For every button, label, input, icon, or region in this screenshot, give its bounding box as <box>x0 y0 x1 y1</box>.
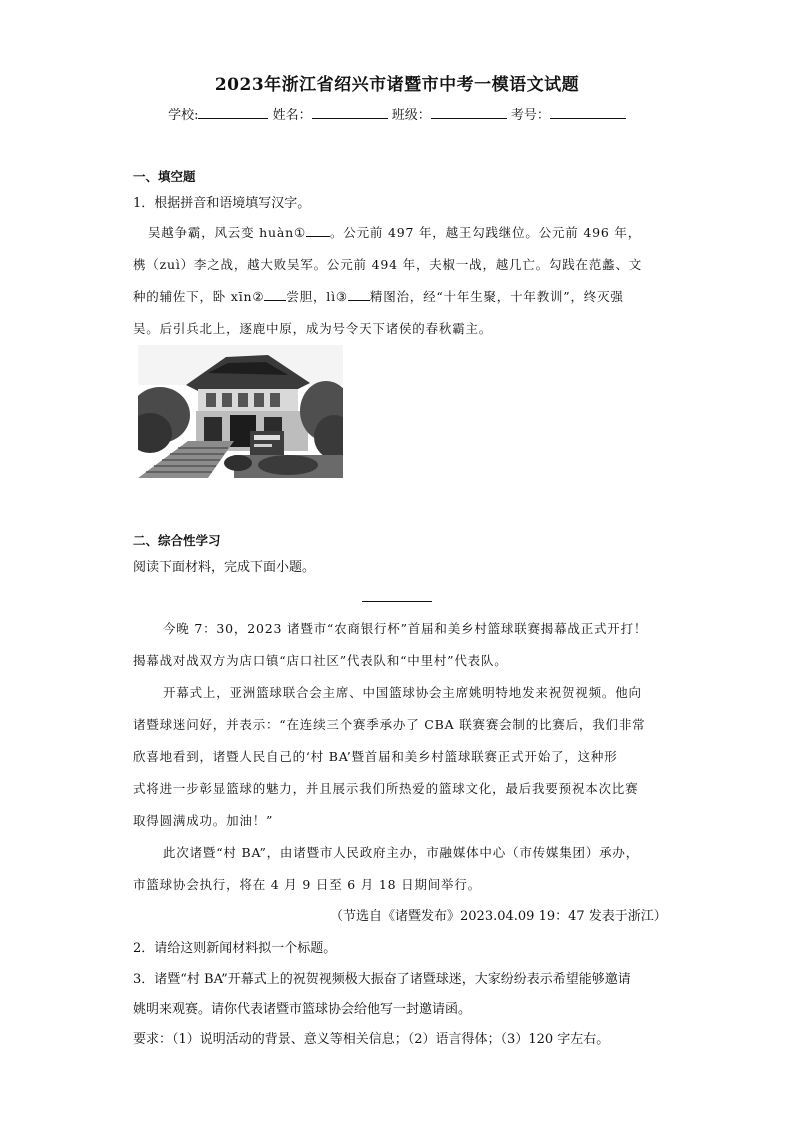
news-line-9: 市篮球协会执行，将在 4 月 9 日至 6 月 18 日期间举行。 <box>133 877 481 892</box>
number-label: 考号： <box>510 108 550 123</box>
news-source: （节选自《诸暨发布》2023.04.09 19：47 发表于浙江） <box>330 909 667 924</box>
news-line-1: 今晚 7：30，2023 诸暨市“农商银行杯”首届和美乡村篮球联赛揭幕战正式开打！ <box>163 621 648 636</box>
answer-blank-3[interactable] <box>348 289 370 301</box>
news-line-5: 欣喜地看到，诸暨人民自己的‘村 BA’暨首届和美乡村篮球联赛正式开始了，这种形 <box>133 749 618 764</box>
news-line-3: 开幕式上，亚洲篮球联合会主席、中国篮球协会主席姚明特地发来祝贺视频。他向 <box>163 685 642 700</box>
q1-text: 。公元前 497 年，越王勾践继位。公元前 496 年， <box>329 225 641 240</box>
class-blank[interactable] <box>431 106 507 119</box>
q1-passage-line-3 <box>133 287 624 305</box>
memorial-building-photo <box>138 345 343 478</box>
question-3-line-2: 姚明来观赛。请你代表诸暨市篮球协会给他写一封邀请函。 <box>133 1002 472 1017</box>
number-blank[interactable] <box>550 106 626 119</box>
answer-blank-2[interactable] <box>264 289 286 301</box>
news-line-7: 取得圆满成功。加油！” <box>133 813 274 828</box>
school-label: 学校: <box>168 108 199 123</box>
question-3-line-1: 3．诸暨“村 BA”开幕式上的祝贺视频极大振奋了诸暨球迷，大家纷纷表示希望能够邀请 <box>133 972 631 987</box>
q1-text: 吴越争霸，风云变 huàn① <box>148 225 306 240</box>
news-line-2: 揭幕战对战双方为店口镇“店口社区”代表队和“中里村”代表队。 <box>133 653 508 668</box>
section-heading-comprehensive: 二、综合性学习 <box>133 533 221 548</box>
class-label: 班级： <box>391 108 431 123</box>
news-line-8: 此次诸暨“村 BA”，由诸暨市人民政府主办，市融媒体中心（市传媒集团）承办， <box>163 845 640 860</box>
q1-passage-line-4: 吴。后引兵北上，逐鹿中原，成为号令天下诸侯的春秋霸主。 <box>133 321 493 336</box>
page-title: 2023年浙江省绍兴市诸暨市中考一模语文试题 <box>214 75 580 95</box>
news-line-4: 诸暨球迷问好，并表示：“在连续三个赛季承办了 CBA 联赛赛会制的比赛后，我们非常 <box>133 717 646 732</box>
question-1-prompt: 1．根据拼音和语境填写汉字。 <box>133 196 311 211</box>
question-2: 2．请给这则新闻材料拟一个标题。 <box>133 941 337 956</box>
news-line-6: 式将进一步彰显篮球的魅力，并且展示我们所热爱的篮球文化，最后我要预祝本次比赛 <box>133 781 639 796</box>
answer-blank-1[interactable] <box>306 225 330 237</box>
q1-text: 精图治，经“十年生聚，十年教训”，终灭强 <box>369 289 624 304</box>
q1-text: 尝胆，lì③ <box>286 289 348 304</box>
section-heading-fill-blank: 一、填空题 <box>133 169 196 184</box>
name-label: 姓名： <box>272 108 312 123</box>
question-3-requirements: 要求：（1）说明活动的背景、意义等相关信息；（2）语言得体；（3）120 字左右。 <box>133 1032 610 1047</box>
school-blank[interactable] <box>198 106 268 119</box>
q1-passage-line-2: 槜（zuì）李之战，越大败吴军。公元前 494 年，夫椒一战，越几亡。勾践在范蠡、文 <box>133 257 643 272</box>
q1-passage-line-1 <box>148 223 641 241</box>
student-info-row <box>0 104 794 123</box>
name-blank[interactable] <box>312 106 388 119</box>
q1-text: 种的辅佐下，卧 xīn② <box>133 289 265 304</box>
title-blank-line <box>362 601 432 602</box>
material-intro: 阅读下面材料，完成下面小题。 <box>133 560 316 575</box>
